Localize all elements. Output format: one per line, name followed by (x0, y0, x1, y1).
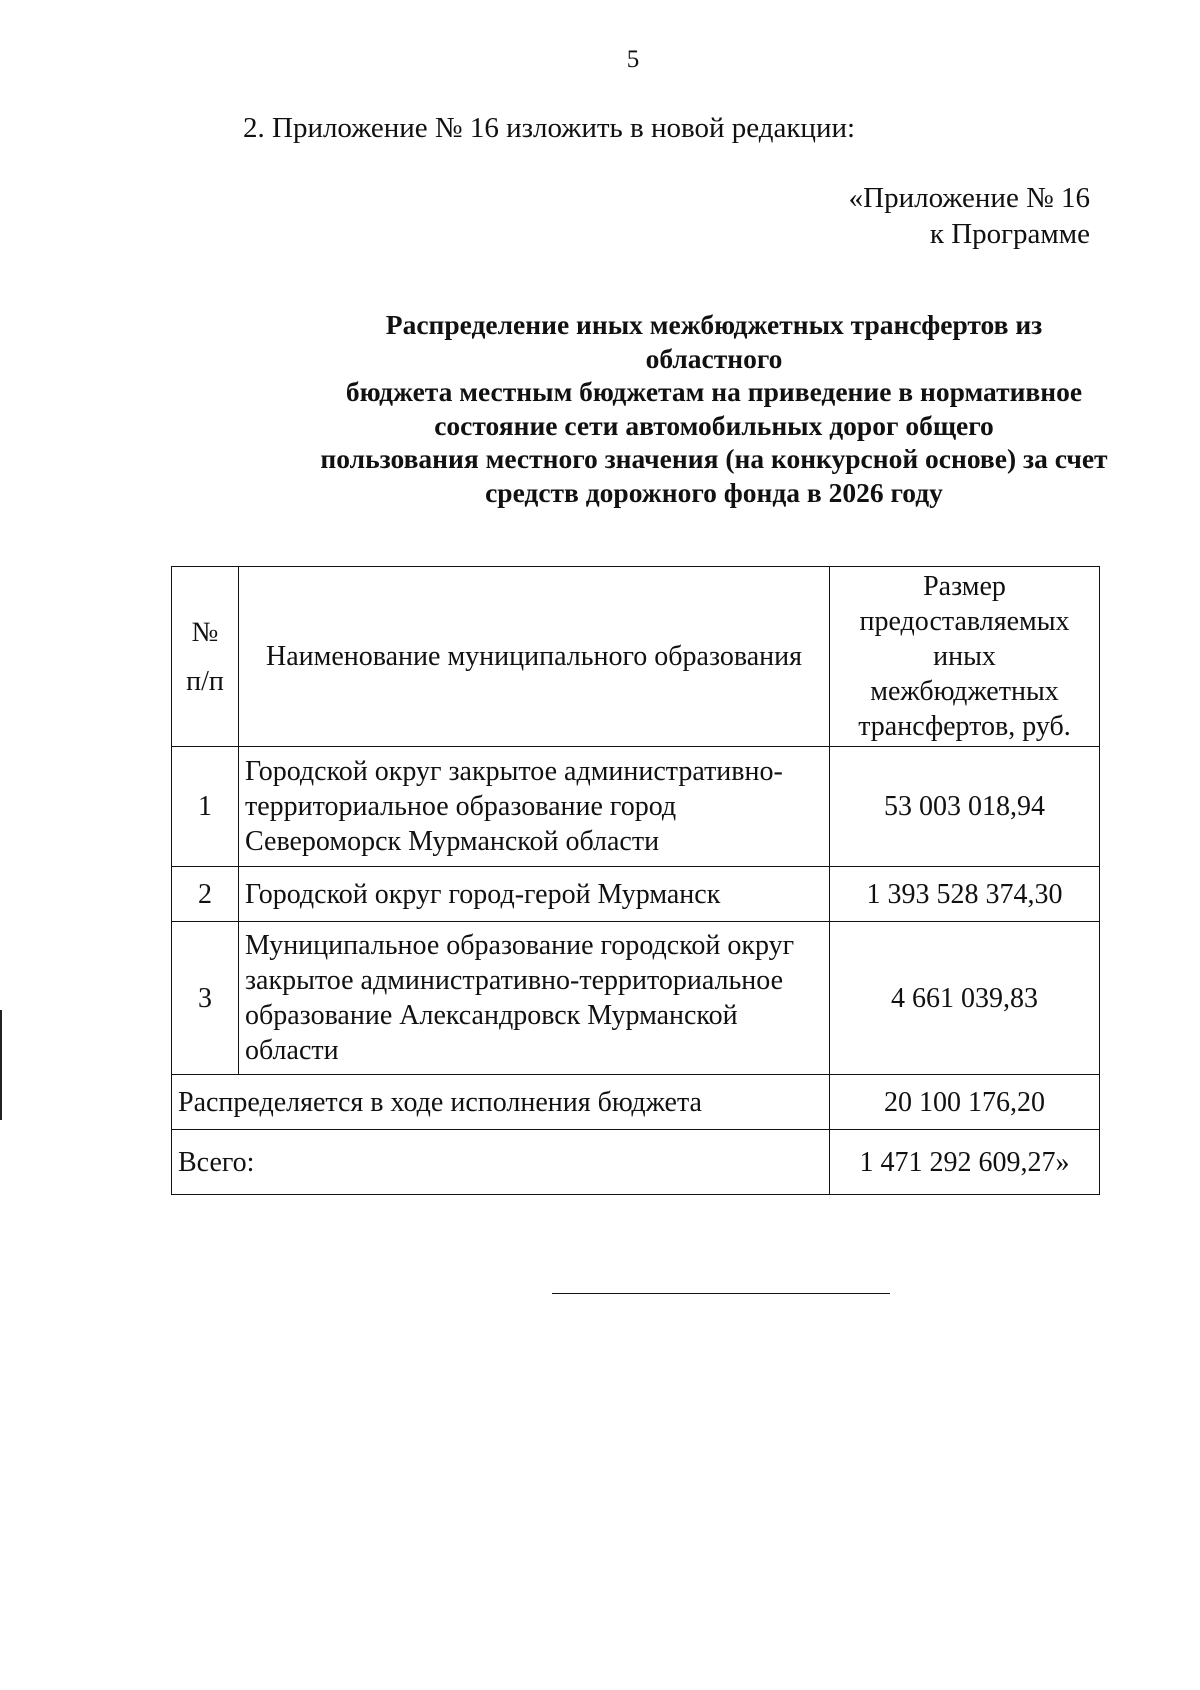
header-amount-line: Размер (923, 571, 1006, 602)
row-amount: 1 393 528 374,30 (830, 867, 1100, 922)
document-title (0, 308, 1200, 509)
title-line: пользования местного значения (на конкурсной основе) за счет (320, 443, 1108, 474)
name-line: Городской округ закрытое административно- (245, 756, 783, 787)
row-amount: 4 661 039,83 (830, 922, 1100, 1075)
row-number: 1 (172, 747, 239, 867)
row-municipality-name (239, 867, 830, 922)
row-number: 2 (172, 867, 239, 922)
total-row (172, 1130, 1100, 1195)
title-line: состояние сети автомобильных дорог общего (434, 409, 994, 441)
row-municipality-name (239, 922, 830, 1075)
page-number: 5 (626, 46, 640, 73)
distributed-row (172, 1075, 1100, 1130)
table-header-row (172, 567, 1100, 747)
title-line: областного (645, 342, 783, 374)
distributed-amount: 20 100 176,20 (830, 1075, 1100, 1130)
distributed-label: Распределяется в ходе исполнения бюджета (172, 1075, 830, 1130)
name-line: закрытое административно-территориальное (245, 965, 784, 996)
name-line: территориальное образование город (245, 791, 677, 822)
table-row (172, 747, 1100, 867)
row-municipality-name (239, 747, 830, 867)
header-amount-line: предоставляемых (859, 606, 1070, 637)
total-label: Всего: (172, 1130, 830, 1195)
name-line: Североморск Мурманской области (245, 826, 660, 857)
title-line: Распределение иных межбюджетных трансфертов из (385, 309, 1043, 340)
header-amount-cell (830, 567, 1100, 747)
title-line: средств дорожного фонда в 2026 году (485, 476, 943, 508)
table-row (172, 867, 1100, 922)
table-row (172, 922, 1100, 1075)
name-line: Городской округ город-герой Мурманск (245, 878, 721, 910)
name-line: образование Александровск Мурманской (245, 1000, 738, 1031)
annex-reference-line: к Программе (929, 218, 1090, 250)
header-number-abbrev: п/п (186, 665, 224, 697)
row-number: 3 (172, 922, 239, 1075)
amendment-intro: 2. Приложение № 16 изложить в новой редакции: (243, 112, 856, 144)
header-amount-line: трансфертов, руб. (858, 711, 1071, 742)
annex-reference-line: «Приложение № 16 (848, 182, 1090, 214)
header-number-cell (172, 567, 239, 747)
header-name-cell: Наименование муниципального образования (239, 567, 830, 747)
header-amount-line: иных межбюджетных (870, 641, 1059, 707)
title-line: бюджета местным бюджетам на приведение в нормативное (345, 376, 1083, 407)
name-line: Муниципальное образование городской округ (245, 930, 795, 961)
closing-rule (552, 1293, 890, 1294)
header-number-symbol: № (191, 616, 219, 648)
annex-reference (849, 180, 1090, 252)
total-amount: 1 471 292 609,27» (830, 1130, 1100, 1195)
allocation-table (171, 566, 1100, 1195)
name-line: области (245, 1035, 339, 1066)
row-amount: 53 003 018,94 (830, 747, 1100, 867)
scan-edge-mark (0, 1010, 2, 1120)
